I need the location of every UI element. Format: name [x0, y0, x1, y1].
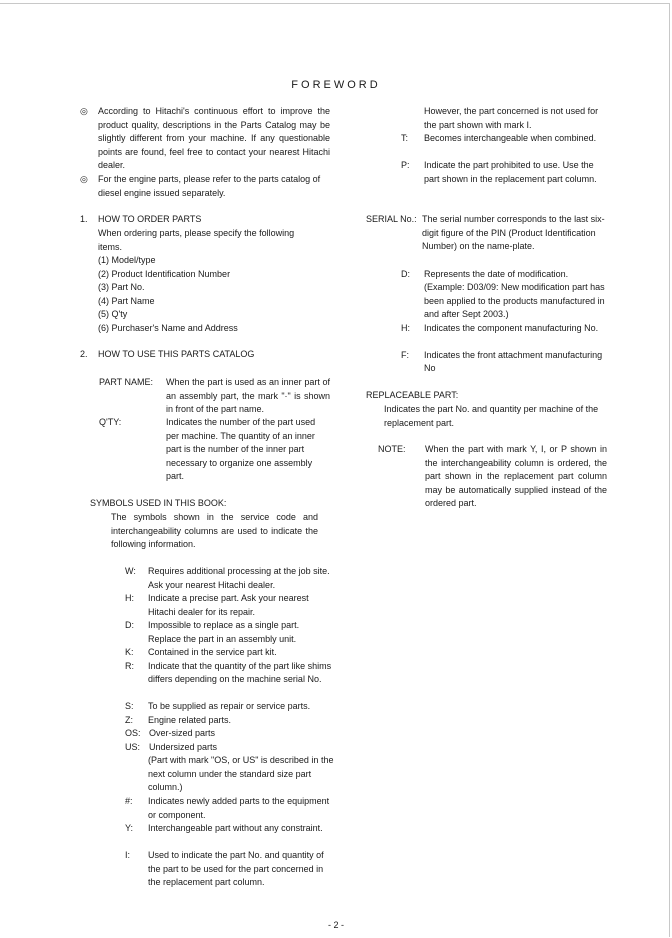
replaceable-text: Indicates the part No. and quantity per machine of the replacement part. — [384, 404, 599, 428]
symbol-code: H: — [125, 593, 134, 603]
symbol-code: D: — [401, 268, 410, 279]
order-item: (4) Part Name — [98, 295, 155, 306]
symbol-text: Interchangeable part without any constraint. — [148, 823, 323, 833]
symbols-lead: The symbols shown in the service code and interchangeability columns are used to indicate the following information. — [111, 512, 318, 549]
order-item: (3) Part No. — [98, 282, 145, 292]
page-number: - 2 - — [327, 920, 344, 930]
symbol-code: Y: — [125, 823, 134, 833]
symbol-code: W: — [125, 566, 136, 576]
symbol-text: To be supplied as repair or service parts. — [148, 701, 311, 711]
symbol-text: Contained in the service part kit. — [148, 647, 277, 657]
continuation-text: However, the part concerned is not used for the part shown with mark I. — [424, 106, 599, 130]
symbol-code: I: — [125, 850, 131, 860]
order-item: (2) Product Identification Number — [98, 268, 231, 279]
definition-label: Q'TY: — [99, 417, 122, 427]
symbol-text: Indicates the front attachment manufacturing No — [424, 349, 603, 373]
symbol-code: #: — [125, 796, 133, 806]
intro-paragraph: According to Hitachi's continuous effort to improve the product quality, descriptions in the Parts Catalog may be slightly different from your machine. If any questionable points are found, feel free to contact your nearest Hitachi dealer. — [98, 106, 330, 170]
symbols-heading: SYMBOLS USED IN THIS BOOK: — [90, 498, 227, 508]
bullet-icon: ◎ — [80, 174, 88, 184]
symbol-text: Engine related parts. — [148, 714, 232, 725]
section-heading: HOW TO ORDER PARTS — [98, 214, 202, 224]
order-item: (1) Model/type — [98, 255, 156, 265]
bullet-icon: ◎ — [80, 106, 88, 116]
symbol-code: F: — [401, 349, 409, 360]
symbol-code: H: — [401, 322, 410, 333]
symbol-text: Indicate a precise part. Ask your nearest Hitachi dealer for its repair. — [148, 593, 309, 617]
symbol-text: Over-sized parts — [149, 728, 216, 738]
symbol-text: Undersized parts — [149, 741, 218, 752]
serial-text: The serial number corresponds to the last six-digit figure of the PIN (Product Identification Number) on the name-plate. — [422, 214, 605, 251]
symbol-text: Becomes interchangeable when combined. — [424, 133, 597, 143]
symbol-code: T: — [401, 133, 409, 143]
definition-text: Indicates the number of the part used per machine. The quantity of an inner part is the number of the inner part necessary to organize one assembly part. — [166, 417, 316, 481]
symbol-code: K: — [125, 647, 134, 657]
symbol-code: P: — [401, 160, 410, 170]
symbol-code: Z: — [125, 714, 133, 725]
symbol-code: OS: — [125, 728, 141, 738]
order-item: (6) Purchaser's Name and Address — [98, 322, 238, 333]
page-title: FOREWORD — [291, 79, 381, 91]
note-label: NOTE: — [378, 444, 406, 454]
section-number: 2. — [80, 349, 88, 359]
intro-paragraph: For the engine parts, please refer to the parts catalog of diesel engine issued separately. — [98, 174, 321, 198]
symbol-code: US: — [125, 741, 141, 752]
section-lead: When ordering parts, please specify the following items. — [98, 228, 295, 252]
symbol-text: Indicates the component manufacturing No. — [424, 322, 599, 333]
definition-label: PART NAME: — [99, 377, 154, 387]
symbol-text: Indicate the part prohibited to use. Use the part shown in the replacement part column. — [424, 160, 597, 184]
note-text: When the part with mark Y, I, or P shown in the interchangeability column is ordered, the part shown in the replacement part column may be automatically supplied instead of the ordered part. — [425, 444, 607, 508]
symbol-text: Used to indicate the part No. and quantity of the part to be used for the part concerned in the replacement part column. — [148, 850, 324, 887]
symbol-text: Impossible to replace as a single part. Replace the part in an assembly unit. — [148, 620, 300, 644]
symbol-text: Requires additional processing at the job site. Ask your nearest Hitachi dealer. — [148, 566, 330, 590]
symbol-text: Indicate that the quantity of the part like shims differs depending on the machine serial No. — [148, 660, 332, 684]
symbol-text: Represents the date of modification. (Example: D03/09: New modification part has been applied to the products manufactured in and after Sept 2003.) — [424, 268, 605, 319]
symbol-code: R: — [125, 660, 134, 671]
replaceable-heading: REPLACEABLE PART: — [366, 390, 459, 400]
serial-label: SERIAL No.: — [366, 214, 417, 224]
symbol-code: D: — [125, 620, 134, 630]
section-heading: HOW TO USE THIS PARTS CATALOG — [98, 349, 255, 359]
definition-text: When the part is used as an inner part of an assembly part, the mark "·" is shown in front of the part name. — [166, 377, 330, 414]
symbol-code: S: — [125, 701, 134, 711]
order-item: (5) Q'ty — [98, 309, 128, 319]
section-number: 1. — [80, 214, 88, 224]
symbol-text: (Part with mark "OS, or US" is described in the next column under the standard size part column.) — [148, 755, 334, 792]
symbol-text: Indicates newly added parts to the equipment or component. — [148, 796, 330, 820]
